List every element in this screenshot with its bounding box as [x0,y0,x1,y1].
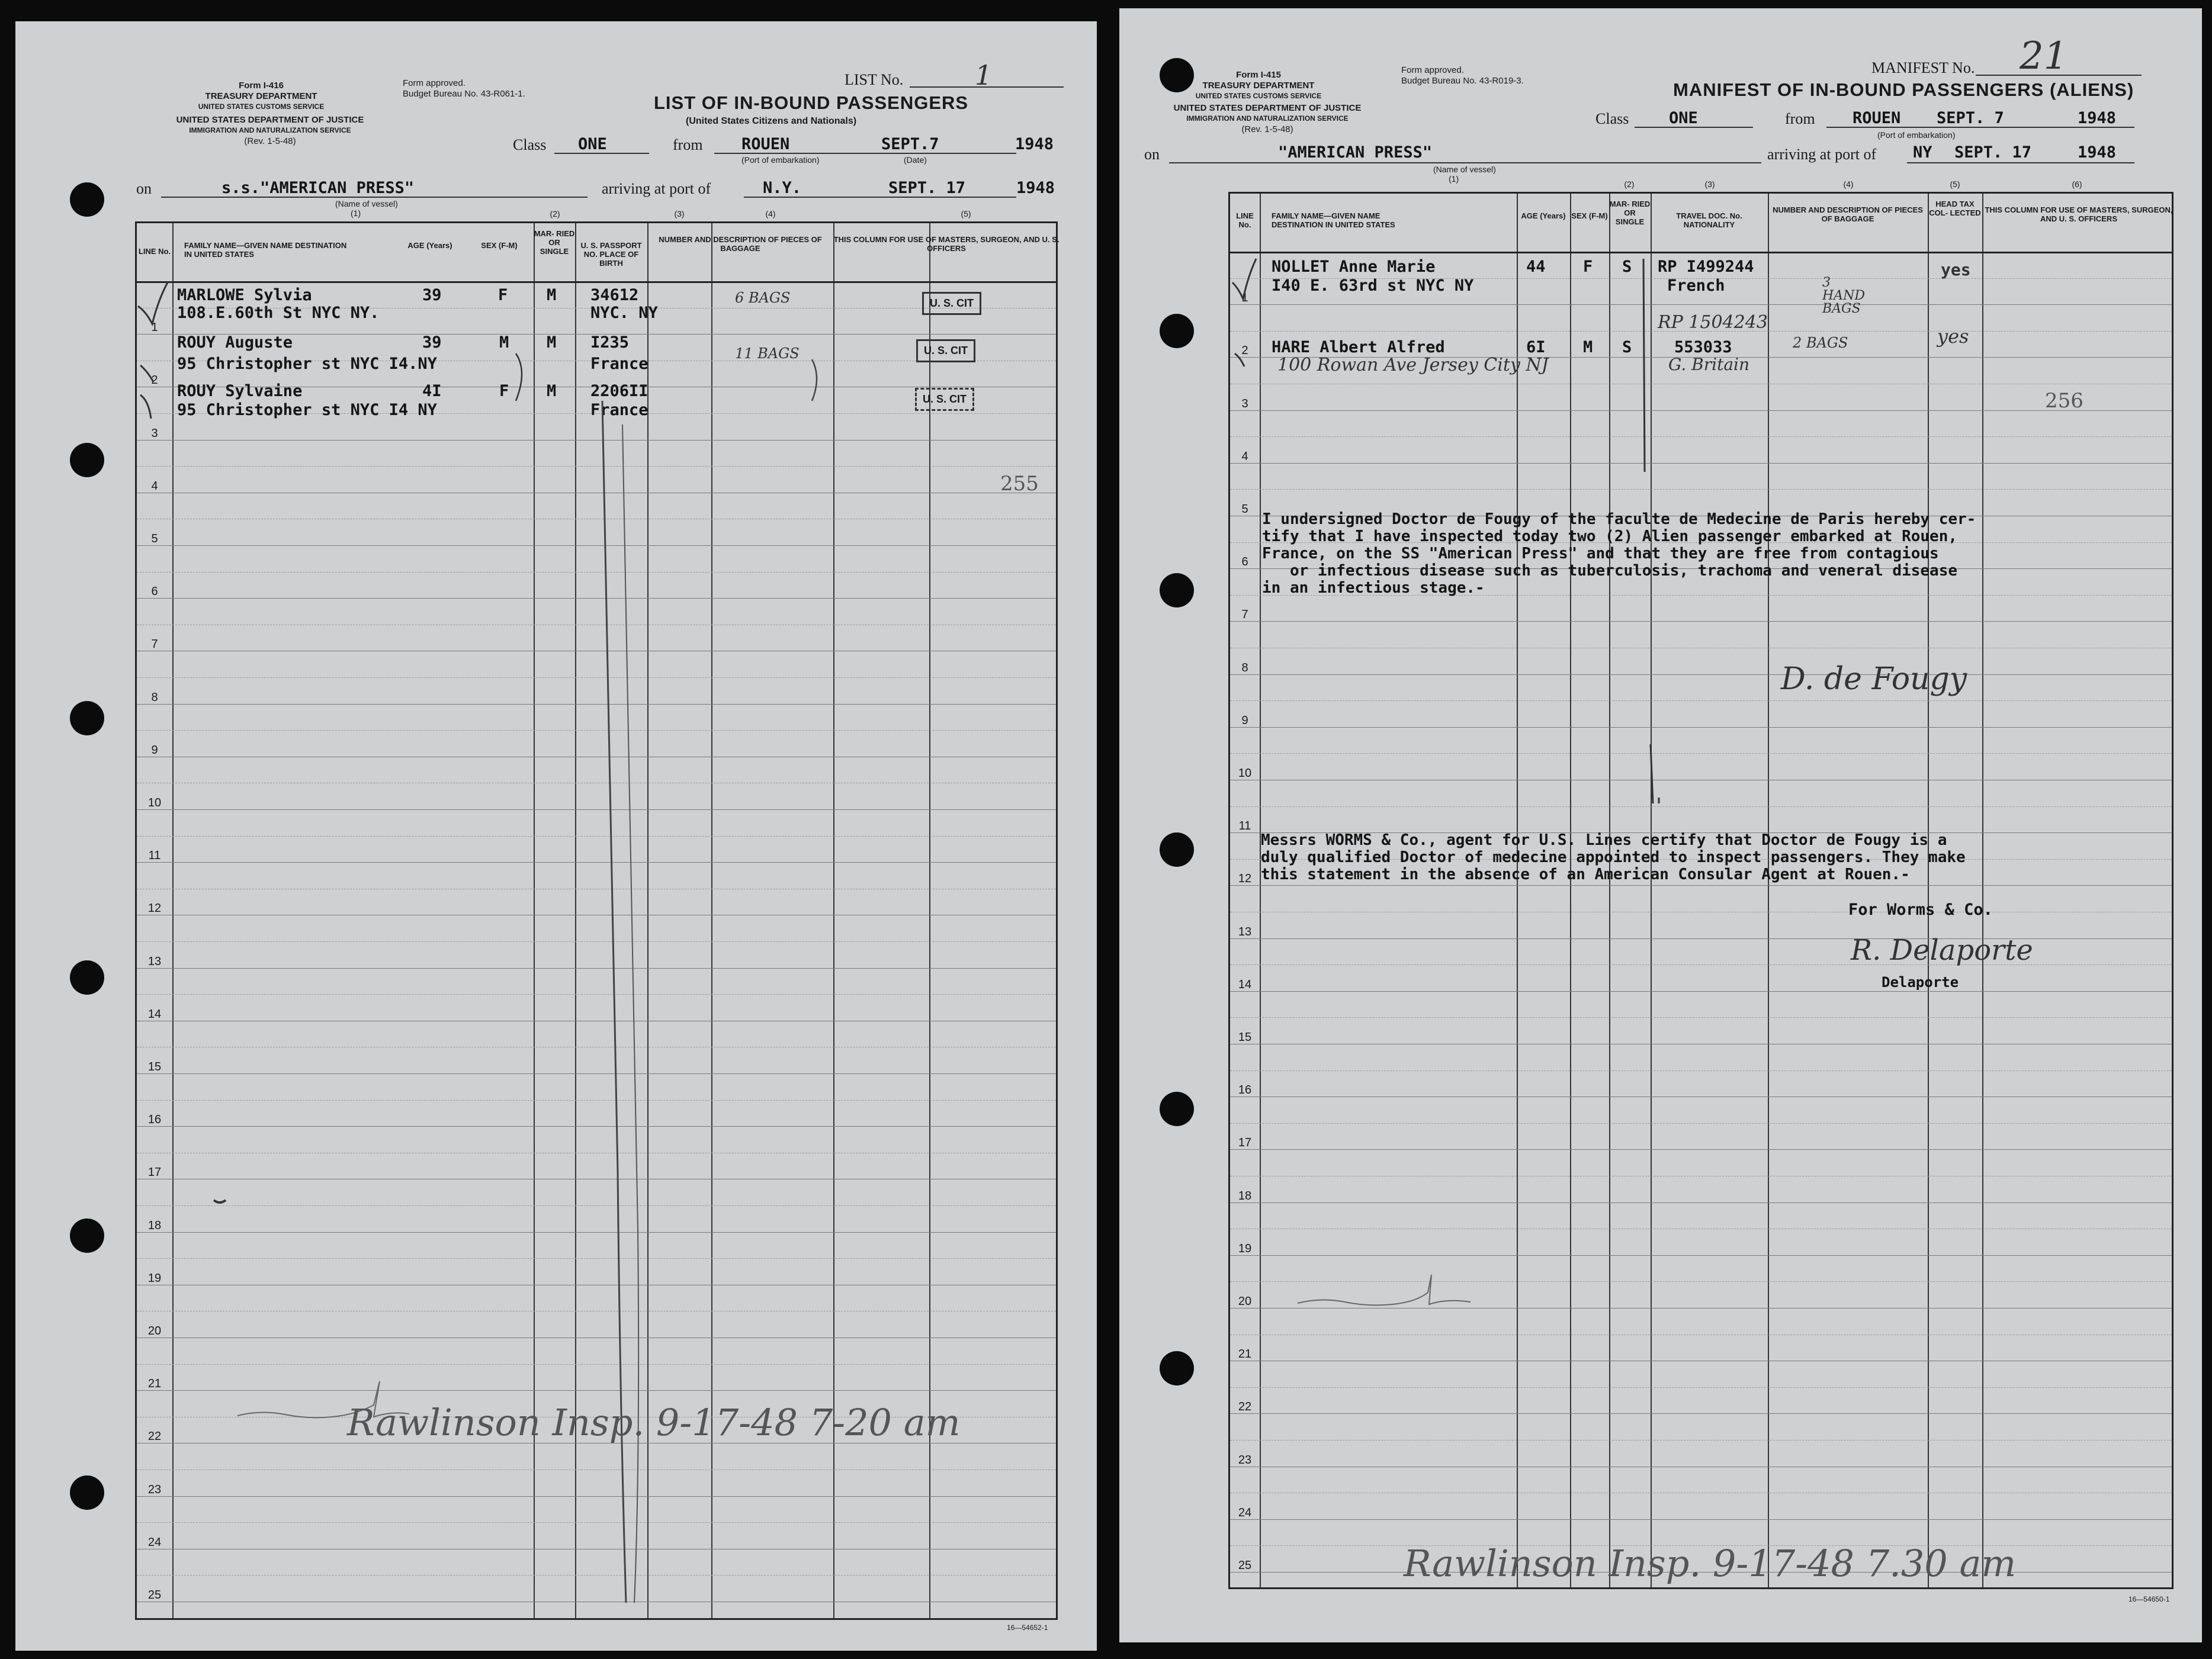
line-number: 25 [147,1589,162,1602]
passenger-list-sheet [15,21,1097,1651]
budget-bureau: Budget Bureau No. 43-R019-3. [1401,76,1524,86]
col-num: (3) [1704,179,1715,189]
line-number: 17 [147,1166,162,1179]
passenger-marital: M [547,333,557,352]
line-number: 6 [151,585,158,599]
col-num: (5) [961,209,971,218]
line-number: 9 [151,743,158,757]
col-header-name: FAMILY NAME—GIVEN NAME DESTINATION IN UNITED STATES [184,241,347,259]
for-company: For Worms & Co. [1848,901,1993,919]
embarkation-year: 1948 [2078,109,2117,127]
line-number: 22 [1238,1400,1252,1414]
col-header-age: AGE (Years) [1521,211,1566,220]
vessel-col-num: (1) [351,208,361,218]
line-number: 2 [1241,344,1248,358]
line-number: 25 [1238,1559,1252,1572]
embarkation-date: SEPT. 7 [1937,109,2004,127]
date-caption: (Date) [904,155,927,165]
col-header-officers: THIS COLUMN FOR USE OF MASTERS, SURGEON, AND U. S. OFFICERS [833,235,1060,253]
form-print-code: 16—54652-1 [1007,1623,1048,1632]
passenger-sex: F [1583,258,1593,276]
baggage-count: 3 HAND BAGS [1822,275,1865,316]
list-no-label: LIST No. [845,71,904,88]
passenger-sex: M [499,333,509,352]
col-header-travel-doc: TRAVEL DOC. No. NATIONALITY [1676,211,1742,229]
line-number: 21 [147,1377,162,1391]
us-citizen-stamp: U. S. CIT [916,339,975,362]
head-tax-collected: yes [1937,325,1969,348]
passenger-sex: F [498,286,508,304]
line-number: 17 [1238,1136,1252,1150]
justice-dept: UNITED STATES DEPARTMENT OF JUSTICE [1173,103,1362,113]
justice-dept: UNITED STATES DEPARTMENT OF JUSTICE [176,115,364,125]
port-of-embarkation: ROUEN [741,135,790,153]
col-header-age: AGE (Years) [407,241,452,250]
col-num: (4) [1843,179,1854,189]
handwritten-marks [1230,194,2175,1591]
line-number: 15 [147,1060,162,1073]
punch-hole [70,1218,104,1253]
medical-certificate: I undersigned Doctor de Fougy of the faculte de Medecine de Paris hereby cer- tify that I have inspected today two (2) Alien passenger embarked at Rouen, France, on the SS "American Press" and that they are free from contagious or infectious disease such as tuberculosis, trachoma and veneral disease in an infectious stage.- [1262,510,1976,597]
line-number: 19 [1238,1242,1252,1255]
passenger-address: I40 E. 63rd st NYC NY [1272,276,1474,295]
passenger-age: 39 [422,333,442,352]
punch-hole [70,1475,104,1510]
travel-doc-handwritten: RP 1504243 [1658,312,1768,333]
punch-hole [1160,1351,1194,1385]
punch-hole [1160,1092,1194,1126]
line-number: 15 [1238,1031,1252,1044]
class-value: ONE [578,135,607,153]
col-header-name: FAMILY NAME—GIVEN NAME DESTINATION IN UNITED STATES [1272,211,1395,229]
list-subtitle: (United States Citizens and Nationals) [686,116,857,126]
line-number: 24 [147,1535,162,1549]
punch-hole [1160,314,1194,348]
agent-statement: Messrs WORMS & Co., agent for U.S. Lines certify that Doctor de Fougy is a duly qualified Doctor of medecine appointed to inspect passengers. They make this statement in the absence of an American Consular Agent at Rouen.- [1261,831,1966,883]
customs-service: UNITED STATES CUSTOMS SERVICE [1195,92,1322,100]
list-title: LIST OF IN-BOUND PASSENGERS [654,92,969,113]
line-number: 12 [147,902,162,915]
col-header-sex: SEX (F-M) [481,241,518,250]
passenger-sex: M [1583,338,1593,356]
punch-hole [70,443,104,477]
class-label: Class [1595,110,1629,127]
passenger-name: NOLLET Anne Marie [1272,258,1436,276]
nationality: French [1667,276,1725,295]
travel-doc-number: RP I499244 [1658,258,1754,276]
col-num: (2) [550,209,560,218]
place-of-birth: France [590,355,648,373]
passenger-age: 4I [422,382,442,400]
line-number: 4 [151,479,158,493]
passenger-marital: S [1622,258,1632,276]
baggage-count: 6 BAGS [735,290,791,306]
punch-hole [70,960,104,995]
line-number: 10 [1238,767,1252,780]
line-number: 16 [1238,1084,1252,1097]
embarkation-year: 1948 [1015,135,1054,153]
passenger-address: 95 Christopher st NYC I4.NY [177,355,437,373]
col-num: (4) [765,209,776,218]
line-number: 11 [1238,819,1251,833]
arriving-label: arriving at port of [602,180,711,197]
arrival-year: 1948 [1016,179,1055,197]
line-number: 4 [1241,449,1248,463]
on-label: on [1144,146,1160,163]
page-number-stamp: 256 [2045,389,2083,413]
col-header-passport: U. S. PASSPORT NO. PLACE OF BIRTH [580,241,642,268]
vessel-name: s.s."AMERICAN PRESS" [221,179,415,197]
immigration-service: IMMIGRATION AND NATURALIZATION SERVICE [189,126,351,134]
baggage-count: 11 BAGS [735,345,800,362]
line-number: 1 [151,321,158,335]
col-num: (3) [674,209,685,218]
head-tax-collected: yes [1941,260,1971,279]
col-num: (2) [1624,179,1635,189]
punch-hole [1160,573,1194,607]
arrival-line [1907,162,2134,163]
page-number-stamp: 255 [1000,472,1039,496]
line-number: 22 [147,1430,162,1443]
agent-name: Delaporte [1882,974,1959,991]
passenger-address: 95 Christopher st NYC I4 NY [177,401,437,419]
line-number: 23 [1238,1453,1252,1467]
from-label: from [673,136,703,153]
col-header-head-tax: HEAD TAX COL- LECTED [1929,200,1981,217]
vessel-caption: (Name of vessel) [1433,165,1496,174]
col-header-married: MAR- RIED OR SINGLE [534,229,575,256]
passenger-marital: M [547,286,557,304]
line-number: 21 [1238,1348,1252,1361]
punch-hole [70,182,104,217]
line-number: 2 [151,374,158,387]
col-header-line: LINE No. [1236,211,1254,229]
punch-hole [70,701,104,735]
passport-number: 2206II [590,382,648,400]
line-number: 12 [1238,872,1252,886]
passenger-age: 44 [1526,258,1546,276]
col-header-baggage: NUMBER AND DESCRIPTION OF PIECES OF BAGGAGE [659,235,822,253]
line-number: 7 [1241,608,1248,622]
col-header-sex: SEX (F-M) [1571,211,1608,220]
passenger-name: ROUY Auguste [177,333,293,352]
form-approved: Form approved. [1401,65,1464,75]
baggage-count: 2 BAGS [1793,335,1848,351]
passport-number: I235 [590,333,630,352]
arriving-label: arriving at port of [1767,146,1877,163]
manifest-no-label: MANIFEST No. [1871,59,1975,76]
port-of-embarkation: ROUEN [1853,109,1901,127]
inspector-signature: Rawlinson Insp. 9-17-48 7.30 am [1404,1542,2017,1585]
port-caption: (Port of embarkation) [741,155,820,165]
line-number: 6 [1241,555,1248,569]
us-citizen-stamp: U. S. CIT [922,292,981,315]
passenger-name: ROUY Sylvaine [177,382,303,400]
passenger-name: HARE Albert Alfred [1272,338,1445,356]
vessel-line [1169,162,1761,163]
passenger-marital: S [1622,338,1632,356]
place-of-birth: NYC. NY [590,304,658,322]
line-number: 7 [151,638,158,651]
line-number: 24 [1238,1506,1252,1519]
line-number: 1 [1241,291,1248,305]
on-label: on [136,180,152,197]
line-number: 14 [1238,978,1252,991]
manifest-no-value: 21 [2020,34,2068,78]
line-number: 18 [1238,1189,1252,1203]
arrival-port: N.Y. [763,179,802,197]
col-header-officers: THIS COLUMN FOR USE OF MASTERS, SURGEON, AND U. S. OFFICERS [1985,205,2173,223]
line-number: 20 [1238,1295,1252,1308]
nationality: G. Britain [1668,355,1750,374]
punch-hole [1160,832,1194,867]
passenger-age: 6I [1526,338,1546,356]
passenger-age: 39 [422,286,442,304]
col-num: (5) [1950,179,1960,189]
inspector-signature: Rawlinson Insp. 9-17-48 7-20 am [347,1401,961,1444]
col-header-baggage: NUMBER AND DESCRIPTION OF PIECES OF BAGGAGE [1773,205,1923,223]
class-label: Class [513,136,547,153]
travel-doc-number: 553033 [1674,338,1732,356]
col-header-line: LINE No. [138,247,171,256]
place-of-birth: France [590,401,648,419]
class-value: ONE [1669,109,1698,127]
port-caption: (Port of embarkation) [1877,130,1956,140]
vessel-caption: (Name of vessel) [335,199,398,208]
doctor-signature: D. de Fougy [1781,661,1967,697]
arrival-year: 1948 [2078,143,2117,162]
budget-bureau: Budget Bureau No. 43-R061-1. [403,89,525,99]
line-number: 11 [148,849,161,863]
arrival-port: NY [1913,143,1932,162]
arrival-date: SEPT. 17 [888,179,966,197]
line-number: 16 [147,1113,162,1127]
treasury-dept: TREASURY DEPARTMENT [1202,81,1315,91]
line-number: 5 [1241,503,1248,516]
line-number: 19 [147,1271,162,1285]
from-label: from [1785,110,1815,127]
form-approved: Form approved. [403,78,465,88]
manifest-table [1228,179,2174,1589]
list-no-value: 1 [975,59,993,91]
line-number: 8 [151,690,158,704]
agent-signature: R. Delaporte [1851,934,2033,967]
arrival-date: SEPT. 17 [1954,143,2032,162]
line-number: 14 [147,1007,162,1021]
manifest-title: MANIFEST OF IN-BOUND PASSENGERS (ALIENS) [1673,79,2134,100]
passenger-address: 108.E.60th St NYC NY. [177,304,380,322]
passenger-address: 100 Rowan Ave Jersey City NJ [1277,355,1549,375]
treasury-dept: TREASURY DEPARTMENT [205,91,317,101]
line-number: 8 [1241,661,1248,674]
line-number: 18 [147,1218,162,1232]
form-number: Form I-415 [1236,70,1281,80]
vessel-name: "AMERICAN PRESS" [1278,143,1433,162]
revision-date: (Rev. 1-5-48) [244,136,296,146]
alien-manifest-sheet [1119,8,2202,1642]
form-number: Form I-416 [239,81,284,91]
revision-date: (Rev. 1-5-48) [1241,124,1293,134]
us-citizen-stamp: U. S. CIT [915,388,974,411]
line-number: 3 [1241,397,1248,410]
line-number: 9 [1241,713,1248,727]
vessel-col-num: (1) [1449,174,1459,184]
embarkation-date: SEPT.7 [881,135,939,153]
col-header-married: MAR- RIED OR SINGLE [1609,200,1651,226]
passenger-marital: M [547,382,557,400]
form-print-code: 16—54650-1 [2128,1595,2170,1603]
col-num: (6) [2072,179,2082,189]
passport-number: 34612 [590,286,639,304]
line-number: 20 [147,1324,162,1338]
line-number: 13 [147,954,162,968]
line-number: 10 [147,796,162,809]
passenger-sex: F [499,382,509,400]
immigration-service: IMMIGRATION AND NATURALIZATION SERVICE [1186,114,1349,123]
line-number: 23 [147,1483,162,1496]
customs-service: UNITED STATES CUSTOMS SERVICE [198,102,325,111]
line-number: 3 [151,426,158,440]
passenger-name: MARLOWE Sylvia [177,286,312,304]
line-number: 13 [1238,925,1252,938]
line-number: 5 [151,532,158,545]
